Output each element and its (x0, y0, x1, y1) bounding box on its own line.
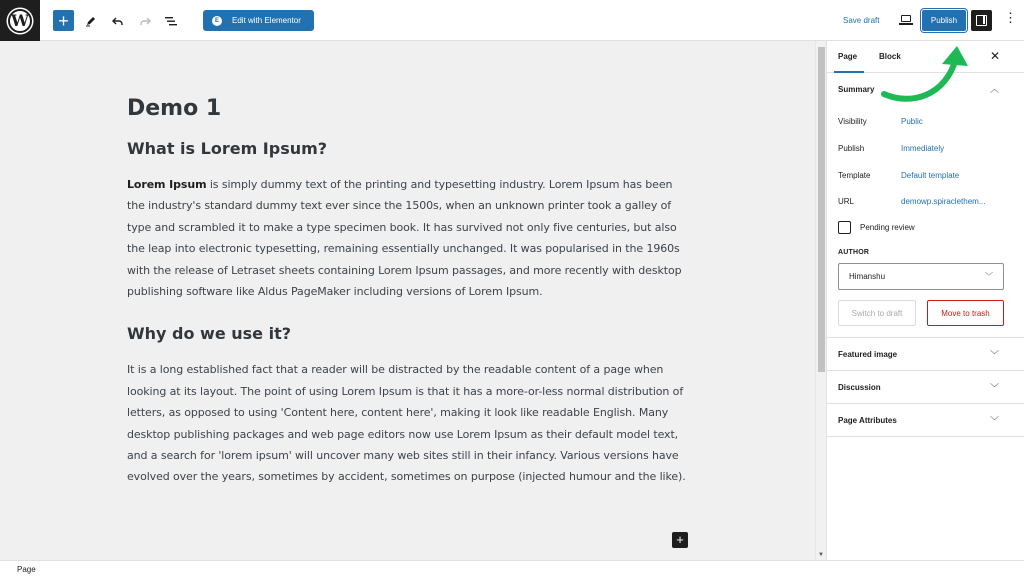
publish-button[interactable]: Publish (922, 10, 966, 31)
redo-button[interactable] (134, 10, 155, 31)
url-label: URL (838, 197, 855, 206)
elementor-icon: E (212, 16, 222, 26)
publish-label: Publish (838, 144, 865, 153)
settings-toggle-button[interactable] (971, 10, 992, 31)
visibility-label: Visibility (838, 117, 867, 126)
publish-row (838, 144, 945, 153)
paragraph-text: is simply dummy text of the printing and typesetting industry. Lorem Ipsum has been the industry's standard dummy text ever since the 1500s, when an unknown printer took a galley of type and scrambled it to make a type specimen book. It has survived not only five centuries, but also the leap into electronic typesetting, remaining essentially unchanged. It was popularised in the 1960s with the release of Letraset sheets containing Lorem Ipsum passages, and more recently with desktop publishing software like Aldus PageMaker including versions of Lorem Ipsum. (127, 178, 682, 299)
template-value[interactable]: Default template (901, 171, 960, 180)
save-draft-button[interactable]: Save draft (843, 16, 880, 25)
summary-panel (827, 73, 1024, 338)
wordpress-logo-button[interactable] (0, 0, 40, 41)
scroll-down-arrow-icon[interactable]: ▼ (818, 552, 824, 558)
chevron-up-icon[interactable]: ︿ (990, 84, 1000, 94)
breadcrumb-page[interactable]: Page (17, 565, 36, 574)
visibility-row (838, 117, 923, 126)
visibility-value[interactable]: Public (901, 117, 923, 126)
discussion-label: Discussion (838, 383, 881, 392)
chevron-down-icon: ﹀ (985, 272, 993, 281)
annotation-arrow-icon (876, 36, 976, 106)
paragraph-block[interactable]: It is a long established fact that a reader will be distracted by the readable content of a page when looking at its layout. The point of using Lorem Ipsum is that it has a more-or-less normal distribution of letters, as opposed to using 'Content here, content here', making it look like readable English. Many desktop publishing packages and web page editors now use Lorem Ipsum as their default model text, and a search for 'lorem ipsum' will uncover many web sites still in their infancy. Various versions have evolved over the years, sometimes by accident, sometimes on purpose (injected humour and the like). (127, 363, 686, 484)
author-value: Himanshu (849, 272, 886, 281)
switch-to-draft-button[interactable]: Switch to draft (838, 300, 916, 326)
editor-toolbar (0, 0, 1024, 41)
pending-review-label: Pending review (860, 223, 915, 232)
editor-canvas (0, 41, 815, 560)
pending-review-checkbox[interactable] (838, 221, 851, 234)
chevron-down-icon: ﹀ (990, 416, 1000, 426)
template-label: Template (838, 171, 871, 180)
editor-scrollbar[interactable] (815, 41, 826, 560)
undo-icon (112, 15, 124, 27)
add-block-button[interactable]: + (53, 10, 74, 31)
edit-with-elementor-label: Edit with Elementor (232, 16, 301, 25)
url-row (838, 197, 986, 206)
bold-text: Lorem Ipsum (127, 178, 207, 191)
tab-block[interactable]: Block (879, 52, 901, 61)
publish-date-value[interactable]: Immediately (901, 144, 945, 153)
post-content (127, 91, 692, 510)
close-icon[interactable]: ✕ (990, 49, 1001, 63)
sidebar-panel-icon (976, 15, 987, 26)
edit-with-elementor-button[interactable] (203, 10, 314, 31)
url-value[interactable]: demowp.spiraclethem... (901, 197, 986, 206)
page-attributes-panel[interactable] (827, 404, 1024, 437)
heading-block[interactable]: What is Lorem Ipsum? (127, 139, 328, 158)
document-overview-button[interactable] (161, 10, 182, 31)
move-to-trash-button[interactable]: Move to trash (927, 300, 1004, 326)
pencil-icon (85, 15, 97, 27)
settings-sidebar (826, 41, 1024, 560)
author-label: AUTHOR (838, 249, 870, 256)
pending-review-option[interactable] (838, 221, 915, 234)
more-options-icon[interactable]: ⋮ (1004, 10, 1017, 25)
inline-add-block-button[interactable]: + (672, 532, 688, 548)
featured-image-label: Featured image (838, 350, 898, 359)
page-attributes-label: Page Attributes (838, 416, 897, 425)
summary-panel-toggle[interactable]: Summary (838, 85, 875, 94)
block-breadcrumb-bar (0, 560, 1024, 576)
list-view-icon (165, 15, 178, 27)
author-select[interactable] (838, 263, 1004, 290)
heading-block[interactable]: Why do we use it? (127, 324, 292, 344)
preview-device-icon[interactable] (899, 14, 912, 26)
redo-icon (139, 15, 151, 27)
chevron-down-icon: ﹀ (990, 350, 1000, 360)
undo-button[interactable] (107, 10, 128, 31)
post-title[interactable]: Demo 1 (127, 96, 222, 121)
scrollbar-thumb[interactable] (818, 47, 825, 372)
chevron-down-icon: ﹀ (990, 383, 1000, 393)
discussion-panel[interactable] (827, 371, 1024, 404)
featured-image-panel[interactable] (827, 338, 1024, 371)
paragraph-block[interactable] (127, 174, 692, 302)
template-row (838, 171, 960, 180)
tab-page[interactable]: Page (838, 52, 858, 61)
edit-tool-button[interactable] (80, 10, 101, 31)
wordpress-logo-icon: W (8, 9, 32, 33)
